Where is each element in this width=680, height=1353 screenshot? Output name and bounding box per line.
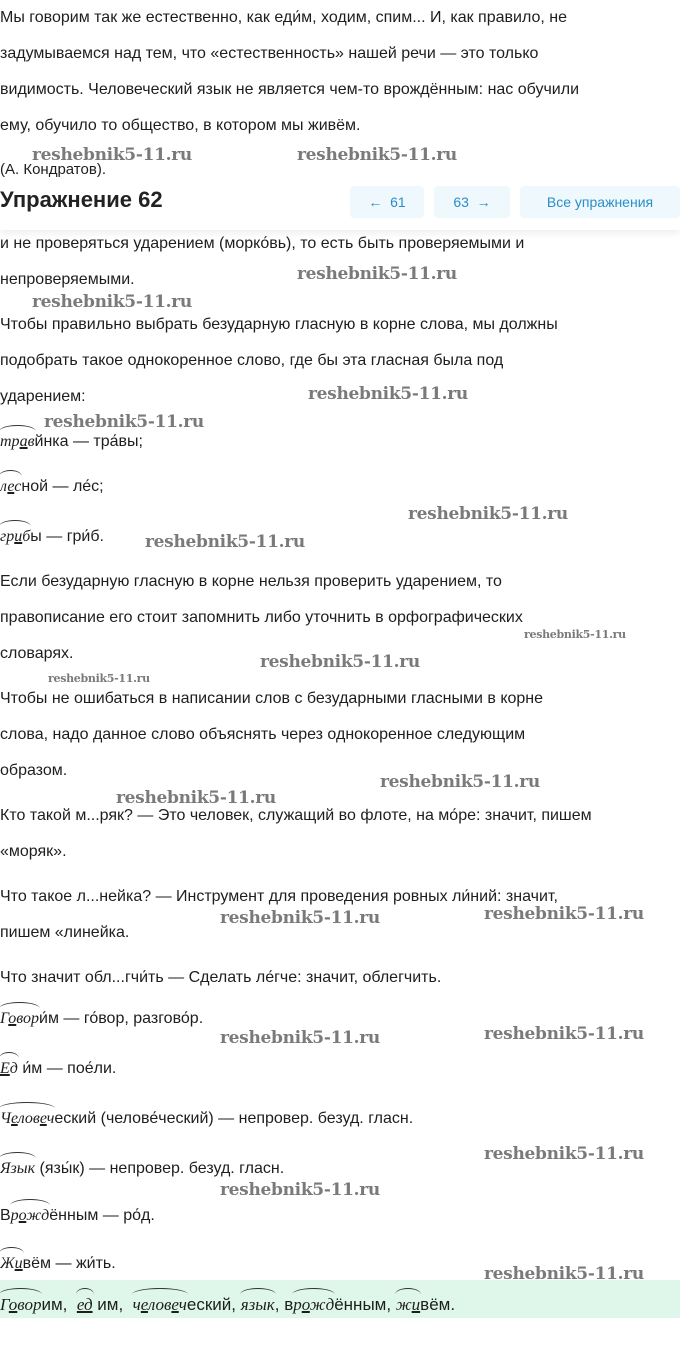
body-line-8: словарях. bbox=[0, 645, 74, 662]
watermark: reshebnik5-11.ru bbox=[145, 532, 305, 552]
intro-line-3: видимость. Человеческий язык не является чем-то врождённым: нас обучили bbox=[0, 81, 580, 98]
watermark: reshebnik5-11.ru bbox=[484, 1024, 644, 1044]
root-mark: трав bbox=[0, 433, 35, 450]
answer-line: Говорим, ед им, человеческий, язык, врождённым, живём. bbox=[0, 1295, 456, 1314]
watermark: reshebnik5-11.ru bbox=[484, 1264, 644, 1284]
watermark: reshebnik5-11.ru bbox=[484, 904, 644, 924]
arrow-right-icon: → bbox=[476, 194, 491, 210]
root-mark: человеч bbox=[132, 1295, 187, 1314]
question-moryak-2: «моряк». bbox=[0, 843, 67, 860]
watermark: reshebnik5-11.ru bbox=[220, 908, 380, 928]
root-mark: Говор bbox=[0, 1295, 42, 1314]
question-lineyka-2: пишем «линейка. bbox=[0, 924, 130, 941]
example-grib: грибы — гри́б. bbox=[0, 528, 104, 545]
watermark: reshebnik5-11.ru bbox=[297, 145, 457, 165]
watermark: reshebnik5-11.ru bbox=[220, 1028, 380, 1048]
intro-author: (А. Кондратов). bbox=[0, 161, 106, 178]
root-mark: ед bbox=[76, 1295, 93, 1314]
watermark: reshebnik5-11.ru bbox=[524, 628, 626, 641]
prev-exercise-button[interactable]: ← 61 bbox=[350, 186, 424, 218]
question-moryak-1: Кто такой м...ряк? — Это человек, служащий во флоте, на мо́ре: значит, пишем bbox=[0, 807, 592, 824]
word-edim: Ед и́м — пое́ли. bbox=[0, 1060, 117, 1077]
watermark: reshebnik5-11.ru bbox=[48, 672, 150, 685]
word-yazyk: Язык (язы́к) — непровер. безуд. гласн. bbox=[0, 1160, 285, 1177]
body-line-2: непроверяемыми. bbox=[0, 271, 135, 288]
body-line-3: Чтобы правильно выбрать безударную гласную в корне слова, мы должны bbox=[0, 316, 558, 333]
word-chelovecheskiy: Человеческий (челове́ческий) — непровер. безуд. гласн. bbox=[0, 1110, 414, 1127]
watermark: reshebnik5-11.ru bbox=[44, 412, 204, 432]
body-line-10: слова, надо данное слово объяснять через однокоренное следующим bbox=[0, 726, 526, 743]
watermark: reshebnik5-11.ru bbox=[308, 384, 468, 404]
question-lineyka-1: Что такое л...нейка? — Инструмент для проведения ровных ли́ний: значит, bbox=[0, 888, 558, 905]
root-mark: Говор bbox=[0, 1010, 40, 1027]
word-govorim: Говори́м — го́вор, разгово́р. bbox=[0, 1010, 204, 1027]
watermark: reshebnik5-11.ru bbox=[297, 264, 457, 284]
root-mark: Ед bbox=[0, 1060, 18, 1077]
watermark: reshebnik5-11.ru bbox=[260, 652, 420, 672]
root-mark: Жи bbox=[0, 1255, 23, 1272]
root-mark: жи bbox=[395, 1295, 421, 1314]
root-mark: гриб bbox=[0, 528, 31, 545]
watermark: reshebnik5-11.ru bbox=[32, 145, 192, 165]
intro-line-1: Мы говорим так же естественно, как еди́м, ходим, спим... И, как правило, не bbox=[0, 9, 567, 26]
watermark: reshebnik5-11.ru bbox=[380, 772, 540, 792]
body-line-4: подобрать такое однокоренное слово, где бы эта гласная была под bbox=[0, 352, 504, 369]
question-oblegchit: Что значит обл...гчи́ть — Сделать ле́гче: значит, облегчить. bbox=[0, 969, 442, 986]
word-vrozhdyonnym: Врождённым — ро́д. bbox=[0, 1207, 155, 1224]
root-mark: Язык bbox=[0, 1160, 36, 1177]
body-line-11: образом. bbox=[0, 762, 68, 779]
watermark: reshebnik5-11.ru bbox=[484, 1144, 644, 1164]
root-mark: язык bbox=[240, 1295, 275, 1314]
intro-line-4: ему, обучило то общество, в котором мы живём. bbox=[0, 117, 361, 134]
body-line-5: ударением: bbox=[0, 388, 86, 405]
all-exercises-button[interactable]: Все упражнения bbox=[520, 186, 680, 218]
root-mark: Человеч bbox=[0, 1110, 55, 1127]
page-title: Упражнение 62 bbox=[0, 187, 163, 212]
body-line-6: Если безударную гласную в корне нельзя проверить ударением, то bbox=[0, 573, 502, 590]
next-exercise-button[interactable]: 63 → bbox=[434, 186, 510, 218]
example-travy: травйнка — тра́вы; bbox=[0, 433, 143, 450]
arrow-left-icon: ← bbox=[368, 194, 383, 210]
body-line-9: Чтобы не ошибаться в написании слов с безударными гласными в корне bbox=[0, 690, 544, 707]
root-mark: рожд bbox=[293, 1295, 335, 1314]
watermark: reshebnik5-11.ru bbox=[32, 292, 192, 312]
body-line-7: правописание его стоит запомнить либо уточнить в орфографических bbox=[0, 609, 523, 626]
watermark: reshebnik5-11.ru bbox=[220, 1180, 380, 1200]
root-mark: лес bbox=[0, 478, 22, 495]
body-line-1: и не проверяться ударением (морко́вь), то есть быть проверяемыми и bbox=[0, 235, 525, 252]
word-zhivyom: Живём — жи́ть. bbox=[0, 1255, 116, 1272]
watermark: reshebnik5-11.ru bbox=[116, 788, 276, 808]
watermark: reshebnik5-11.ru bbox=[408, 504, 568, 524]
intro-line-2: задумываемся над тем, что «естественность» нашей речи — это только bbox=[0, 45, 539, 62]
root-mark: рожд bbox=[10, 1207, 50, 1224]
example-les: лесной — ле́с; bbox=[0, 478, 104, 495]
